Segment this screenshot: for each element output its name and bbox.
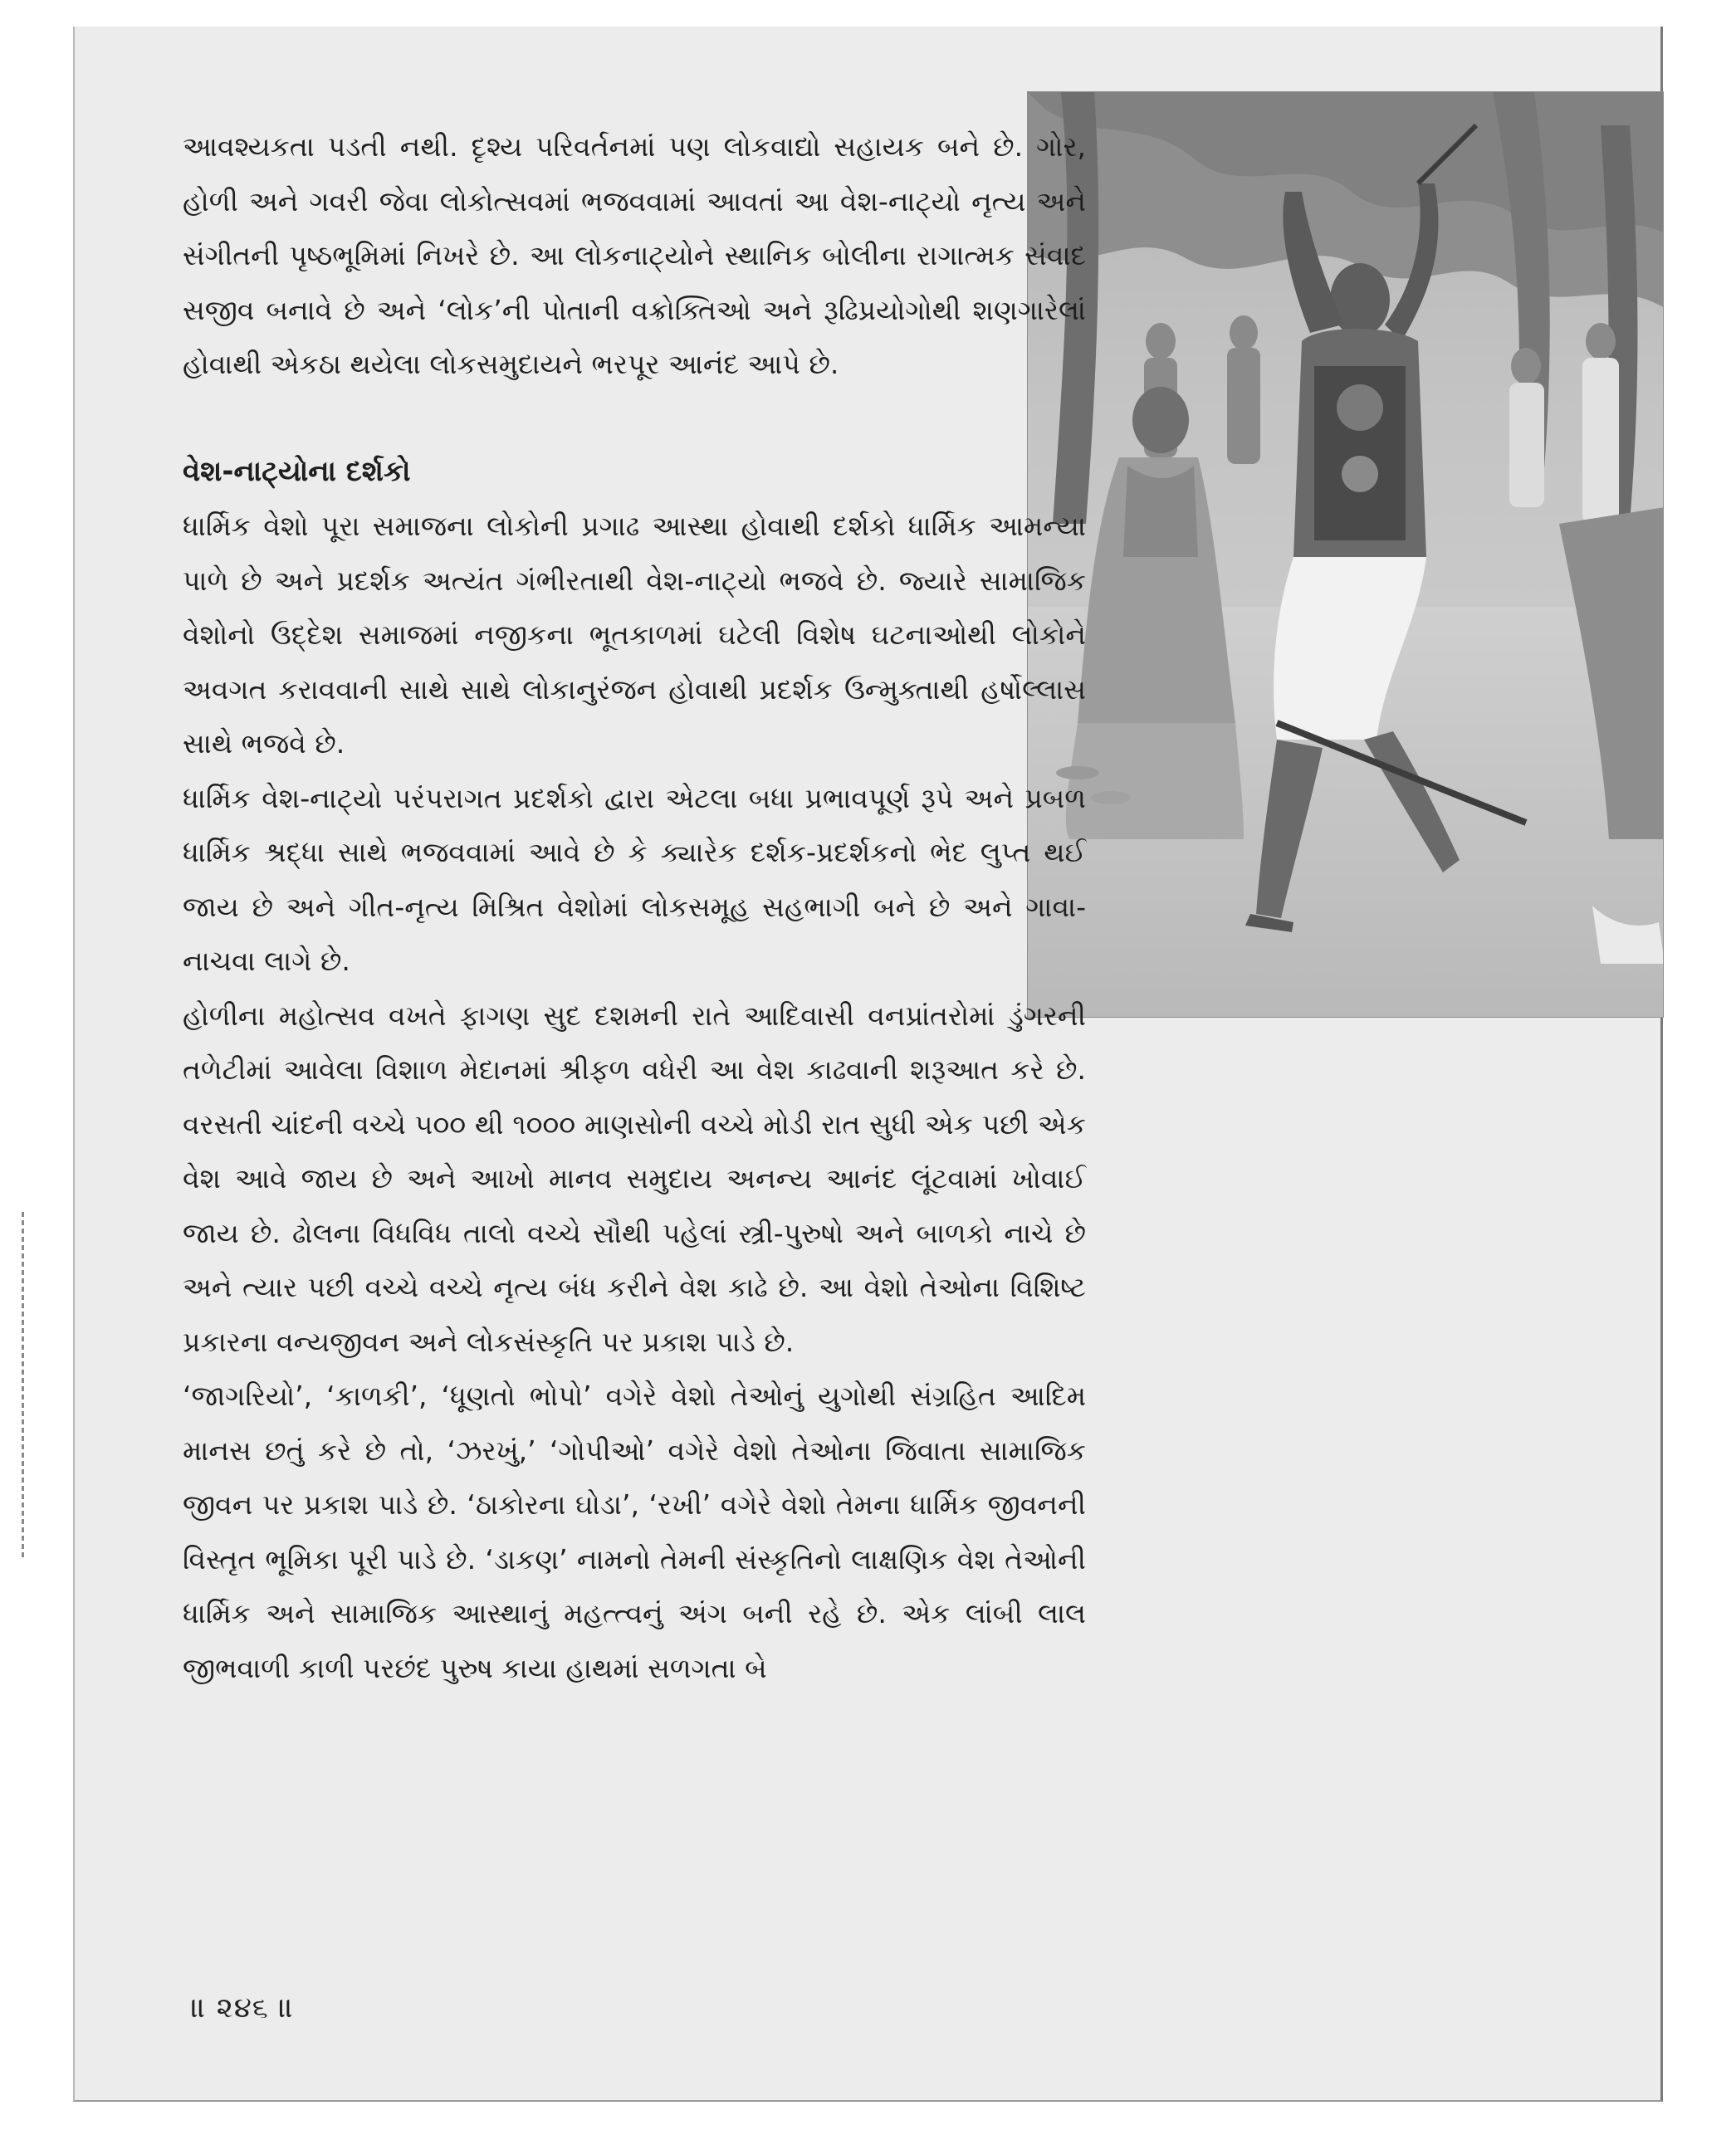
folk-dance-photo-illustration [1028, 92, 1664, 1018]
main-text-column [183, 120, 1086, 1695]
book-page [73, 27, 1663, 2102]
paragraph-gap [183, 392, 1086, 445]
section-paragraph-1: ધાર્મિક વેશો પૂરા સમાજના લોકોની પ્રગાઢ આસ્થા હોવાથી દર્શકો ધાર્મિક આમન્યા પાળે છે અને પ્રદર્શક અત્યંત ગંભીરતાથી વેશ-નાટ્યો ભજવે છે. જ્યારે સામાજિક વેશોનો ઉદ્દેશ સમાજમાં નજીકના ભૂતકાળમાં ઘટેલી વિશેષ ઘટનાઓથી લોકોને અવગત કરાવવાની સાથે સાથે લોકાનુરંજન હોવાથી પ્રદર્શક ઉન્મુક્તાથી હર્ષોલ્લાસ સાથે ભજવે છે. [183, 510, 1086, 760]
folk-dance-photo [1027, 91, 1664, 1018]
page-edge-mark [22, 1212, 24, 1561]
section-paragraph-4: ‘જાગરિયો’, ‘કાળકી’, ‘ધૂણતો ભોપો’ વગેરે વેશો તેઓનું યુગોથી સંગ્રહિત આદિમ માનસ છતું કરે છે તો, ‘ઝરખું,’ ‘ગોપીઓ’ વગેરે વેશો તેઓના જિવાતા સામાજિક જીવન પર પ્રકાશ પાડે છે. ‘ઠાકોરના ઘોડા’, ‘રખી’ વગેરે વેશો તેમના ધાર્મિક જીવનની વિસ્તૃત ભૂમિકા પૂરી પાડે છે. ‘ડાકણ’ નામનો તેમની સંસ્કૃતિનો લાક્ષણિક વેશ તેઓની ધાર્મિક અને સામાજિક આસ્થાનું મહત્ત્વનું અંગ બની રહે છે. એક લાંબી લાલ જીભવાળી કાળી પરછંદ પુરુષ કાયા હાથમાં સળગતા બે [183, 1380, 1086, 1684]
section-heading: વેશ-નાટ્યોના દર્શકો [183, 454, 411, 488]
intro-paragraph: આવશ્યકતા પડતી નથી. દૃશ્ય પરિવર્તનમાં પણ લોકવાદ્યો સહાયક બને છે. ગોર, હોળી અને ગવરી જેવા લોકોત્સવમાં ભજવવામાં આવતાં આ વેશ-નાટ્યો નૃત્ય અને સંગીતની પૃષ્ઠભૂમિમાં નિખરે છે. આ લોકનાટ્યોને સ્થાનિક બોલીના રાગાત્મક સંવાદ સજીવ બનાવે છે અને ‘લોક’ની પોતાની વક્રોક્તિઓ અને રૂઢિપ્રયોગોથી શણગારેલાં હોવાથી એકઠા થયેલા લોકસમુદાયને ભરપૂર આનંદ આપે છે. [183, 130, 1086, 380]
section-paragraph-3: હોળીના મહોત્સવ વખતે ફાગણ સુદ દશમની રાતે આદિવાસી વનપ્રાંતરોમાં ડુંગરની તળેટીમાં આવેલા વિશાળ મેદાનમાં શ્રીફળ વધેરી આ વેશ કાઢવાની શરૂઆત કરે છે. વરસતી ચાંદની વચ્ચે ૫૦૦ થી ૧૦૦૦ માણસોની વચ્ચે મોડી રાત સુધી એક પછી એક વેશ આવે જાય છે અને આખો માનવ સમુદાય અનન્ય આનંદ લૂંટવામાં ખોવાઈ જાય છે. ઢોલના વિધવિધ તાલો વચ્ચે સૌથી પહેલાં સ્ત્રી-પુરુષો અને બાળકો નાચે છે અને ત્યાર પછી વચ્ચે વચ્ચે નૃત્ય બંધ કરીને વેશ કાઢે છે. આ વેશો તેઓના વિશિષ્ટ પ્રકારના વન્યજીવન અને લોકસંસ્કૃતિ પર પ્રકાશ પાડે છે. [183, 999, 1086, 1358]
section-paragraph-2: ધાર્મિક વેશ-નાટ્યો પરંપરાગત પ્રદર્શકો દ્વારા એટલા બધા પ્રભાવપૂર્ણ રૂપે અને પ્રબળ ધાર્મિક શ્રદ્ધા સાથે ભજવવામાં આવે છે કે ક્યારેક દર્શક-પ્રદર્શકનો ભેદ લુપ્ત થઈ જાય છે અને ગીત-નૃત્ય મિશ્રિત વેશોમાં લોકસમૂહ સહભાગી બને છે અને ગાવા-નાચવા લાગે છે. [183, 781, 1086, 977]
page-number: ॥ ૨૪૬ ॥ [191, 1991, 295, 2025]
